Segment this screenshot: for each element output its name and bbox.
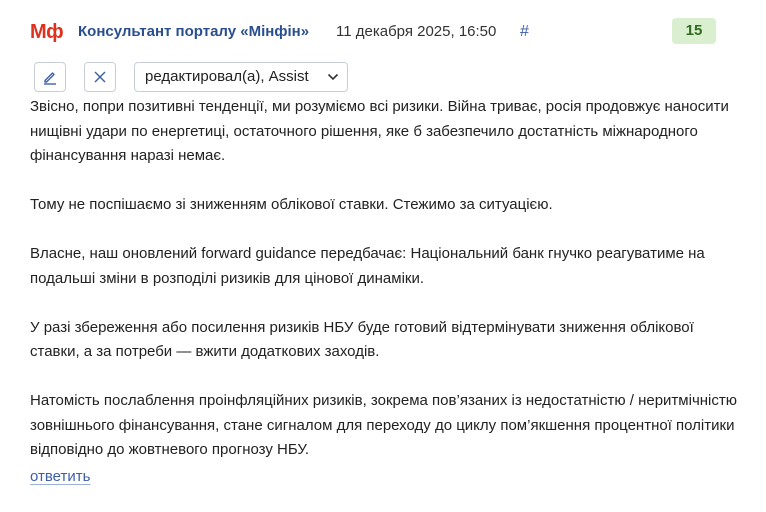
post-paragraph: Тому не поспішаємо зі зниженням облікової ставки. Стежимо за ситуацією. [30, 196, 553, 213]
permalink-hash[interactable]: # [520, 23, 529, 40]
rating-badge[interactable]: 15 [672, 18, 716, 44]
pencil-icon [42, 69, 58, 85]
post-header [30, 18, 736, 46]
post-body [30, 95, 742, 487]
edit-history-value: редактировал(а), Assist [145, 68, 309, 85]
post-paragraph: У разі збереження або посилення ризиків НБУ буде готовий відтермінувати зниження облікової ставки, а за потреби — вжити додаткових заходів. [30, 318, 694, 360]
edit-button[interactable] [34, 62, 66, 92]
post-paragraph: Натомість послаблення проінфляційних ризиків, зокрема пов’язаних із недостатністю / неритмічністю зовнішнього фінансування, стане сигналом для переходу до циклу пом’якшення процентної політики відповідно до жовтневого прогнозу НБУ. [30, 392, 737, 458]
post-paragraph: Власне, наш оновлений forward guidance передбачає: Національний банк гнучко реагуватиме на подальші зміни в розподілі ризиків для цінової динаміки. [30, 245, 705, 287]
delete-button[interactable] [84, 62, 116, 92]
author-link[interactable]: Консультант порталу «Мінфін» [78, 23, 310, 40]
post-timestamp: 11 декабря 2025, 16:50 [336, 23, 497, 40]
close-icon [92, 69, 108, 85]
minfin-logo[interactable]: Мф [30, 21, 64, 43]
post-paragraph: Звісно, попри позитивні тенденції, ми розуміємо всі ризики. Війна триває, росія продовжує наносити нищівні удари по енергетиці, остаточного рішення, яке б забезпечило достатність міжнародного фінансування наразі немає. [30, 98, 729, 164]
reply-link[interactable]: ответить [30, 468, 91, 485]
edit-history-select[interactable] [134, 62, 348, 92]
chevron-down-icon [327, 72, 339, 82]
